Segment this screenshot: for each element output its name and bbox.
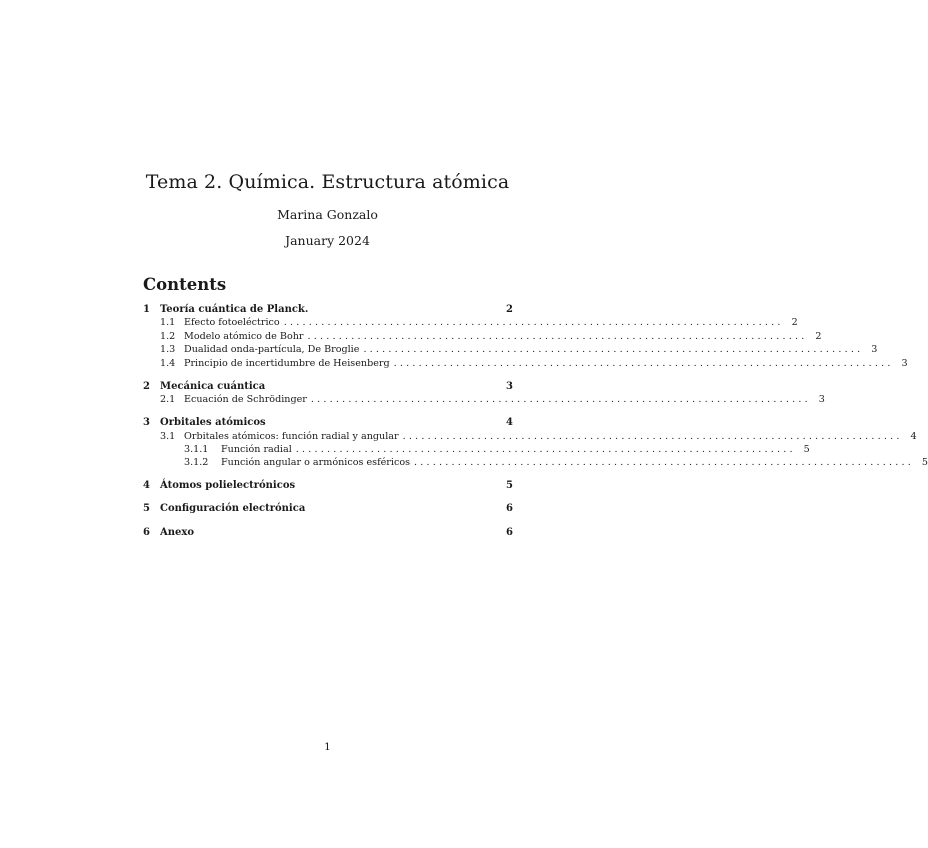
toc-entry-page: 5	[921, 457, 928, 469]
toc-entry-title: Orbitales atómicos	[160, 417, 266, 429]
toc-entry-page: 5	[506, 480, 513, 492]
toc-entry-page: 2	[791, 317, 798, 329]
toc-leader-dots: ................................................................................	[402, 430, 903, 442]
toc-subsection-entry[interactable]	[143, 393, 825, 406]
toc-entry-page: 6	[506, 503, 513, 515]
toc-entry-title: Ecuación de Schrödinger	[184, 394, 307, 406]
contents-heading: Contents	[143, 275, 227, 294]
toc-section-entry[interactable]	[143, 526, 513, 539]
toc-entry-number: 1.4	[160, 357, 176, 369]
toc-entry-page: 3	[871, 344, 878, 356]
toc-entry-title: Efecto fotoeléctrico	[184, 317, 280, 329]
toc-subsection-entry[interactable]	[143, 343, 878, 356]
toc-entry-title: Anexo	[160, 526, 195, 538]
toc-leader-dots: ................................................................................	[310, 394, 811, 406]
toc-section-entry[interactable]	[143, 479, 513, 492]
toc-entry-number: 3	[143, 417, 150, 429]
toc-entry-title: Función radial	[221, 443, 292, 455]
toc-section-entry[interactable]	[143, 502, 513, 515]
page-number: 1	[324, 741, 331, 753]
toc-entry-title: Orbitales atómicos: función radial y angular	[184, 430, 399, 442]
toc-subsubsection-entry[interactable]	[143, 456, 928, 469]
toc-entry-number: 1.2	[160, 330, 176, 342]
document-author: Marina Gonzalo	[277, 207, 378, 222]
toc-entry-page: 2	[815, 330, 822, 342]
toc-section-entry[interactable]	[143, 416, 513, 429]
toc-entry-title: Dualidad onda-partícula, De Broglie	[184, 344, 360, 356]
toc-subsubsection-entry[interactable]	[143, 443, 810, 456]
toc-leader-dots: ................................................................................	[307, 330, 808, 342]
toc-entry-number: 3.1.1	[184, 443, 209, 455]
toc-entry-number: 1.3	[160, 344, 176, 356]
toc-subsection-entry[interactable]	[143, 357, 908, 370]
toc-leader-dots: ................................................................................	[414, 457, 915, 469]
toc-entry-number: 4	[143, 480, 150, 492]
toc-entry-title: Modelo atómico de Bohr	[184, 330, 304, 342]
table-of-contents	[143, 303, 928, 539]
toc-subsection-entry[interactable]	[143, 316, 798, 329]
toc-entry-number: 5	[143, 503, 150, 515]
toc-leader-dots: ................................................................................	[283, 317, 784, 329]
toc-entry-title: Átomos polielectrónicos	[160, 480, 296, 492]
toc-section-entry[interactable]	[143, 303, 513, 316]
toc-section-entry[interactable]	[143, 380, 513, 393]
toc-entry-title: Configuración electrónica	[160, 503, 306, 515]
toc-entry-number: 6	[143, 526, 150, 538]
toc-entry-page: 3	[901, 357, 908, 369]
toc-entry-number: 3.1	[160, 430, 176, 442]
toc-entry-title: Mecánica cuántica	[160, 380, 266, 392]
toc-entry-title: Teoría cuántica de Planck.	[160, 304, 309, 315]
toc-entry-page: 2	[506, 304, 513, 315]
toc-entry-number: 2	[143, 380, 150, 392]
toc-entry-page: 3	[506, 380, 513, 392]
toc-leader-dots: ................................................................................	[363, 344, 864, 356]
toc-entry-page: 4	[910, 430, 917, 442]
document-title: Tema 2. Química. Estructura atómica	[145, 171, 510, 193]
toc-entry-number: 1.1	[160, 317, 176, 329]
toc-leader-dots: ................................................................................	[295, 443, 796, 455]
toc-subsection-entry[interactable]	[143, 330, 822, 343]
toc-leader-dots: ................................................................................	[393, 357, 894, 369]
toc-entry-title: Principio de incertidumbre de Heisenberg	[184, 357, 390, 369]
toc-entry-page: 6	[506, 526, 513, 538]
toc-entry-number: 3.1.2	[184, 457, 209, 469]
toc-entry-title: Función angular o armónicos esféricos	[221, 457, 411, 469]
toc-entry-page: 3	[818, 394, 825, 406]
toc-entry-page: 4	[506, 417, 513, 429]
toc-entry-number: 1	[143, 304, 150, 315]
document-date: January 2024	[285, 233, 370, 248]
toc-entry-number: 2.1	[160, 394, 176, 406]
toc-entry-page: 5	[803, 443, 810, 455]
toc-subsection-entry[interactable]	[143, 430, 917, 443]
